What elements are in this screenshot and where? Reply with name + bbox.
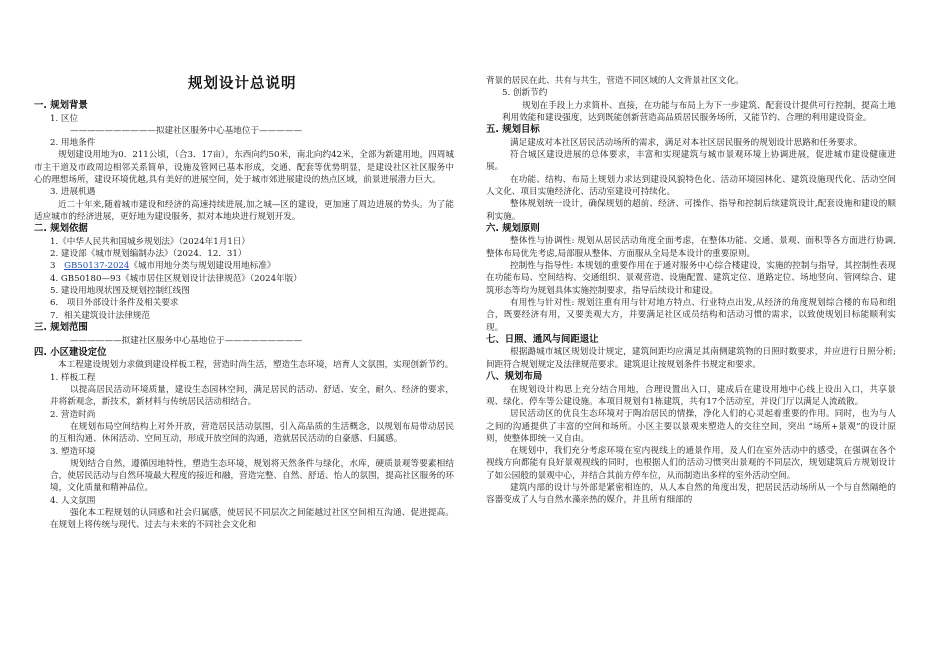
heading-layout: 八、规划布局 — [486, 371, 543, 383]
principles-para-2: 控制性与指导性: 本规划的重要作用在于通对服务中心综合楼建设，实施的控制与指导，其控制性表现在功能布局、空间结构、交通组织、景观营造、设施配置、建筑定位、道路定位、场地竖向、管网综合、建筑形态等均为规划具体实施控制要求，指导后续设计和建设。 — [486, 261, 896, 296]
item-opportunity: 3. 进展机遇 — [50, 187, 96, 198]
location-text: ——————————拟建社区服务中心基地位于————— — [70, 125, 303, 136]
item-location: 1. 区位 — [50, 113, 79, 124]
heading-background: 一. 规划背景 — [34, 100, 88, 111]
layout-para-2: 居民活动区的优良生态环境对于陶冶居民的情操，净化人们的心灵起着重要的作用。同时，也为与人之间的沟通提供了丰富的空间和场所。小区主要以景观来塑造人的交往空间，突出 “场所+景观”的设计原则，使整体即统一又自由。 — [486, 409, 896, 444]
goals-para-1: 满足建成对本社区居民活动场所的需求，满足对本社区居民服务的规划设计思路和任务要求。 — [510, 137, 863, 148]
item-land-conditions: 2. 用地条件 — [50, 138, 96, 149]
basis-item-3-number: 3 — [50, 261, 56, 272]
heading-goals: 五. 规划目标 — [486, 124, 540, 136]
innovation-text: 规划在手段上力求简朴、直接，在功能与布局上为下一步建筑、配套设计提供可行控制，提高土地利用效能和建设强度，达到既能创新营造高品质居民服务场所，又能节约、合理的利用建设资金。 — [502, 100, 896, 123]
goals-para-4: 整体规划统一设计，确保规划的超前、经济、可操作、指导和控制后续建筑设计,配套设施和建设的顺利实施。 — [486, 199, 896, 222]
item-model-project: 1. 样板工程 — [50, 372, 96, 383]
basis-item-4: 4. GB50180—93《城市居住区规划设计法律规范》（2024年版） — [50, 273, 302, 284]
opportunity-text: 近二十年来,随着城市建设和经济的高速持续进展,加之城—区的建设，更加速了周边进展的势头。为了能适应城市的经济进展，更好地为建设服务，拟对本地块进行规划开发。 — [34, 199, 454, 222]
heading-basis: 二. 规划依据 — [34, 223, 88, 235]
basis-item-2: 2. 建设部《城市规划编制办法》（2024．12．31） — [50, 249, 247, 260]
left-flow — [34, 100, 454, 532]
fashion-text: 在规划布局空间结构上对外开放，营造居民活动氛围，引入高品质的生活概念，以规划布局带动居民的互相沟通、休闲活动、空间互动，形成开放空间的沟通，造就居民活动的自豪感、归属感。 — [50, 421, 454, 445]
culture-text: 强化本工程规划的认同感和社会归属感，使居民不同层次之间能越过社区空间相互沟通、促进提高。在规划上将传统与现代、过去与未来的不同社会文化和 — [50, 507, 454, 531]
goals-para-2: 符合城区建设进展的总体要求，丰富和实现建筑与城市景观环境上协调进展，促进城市建设健康进展。 — [486, 150, 896, 173]
basis-item-3-title: 《城市用地分类与规划建设用地标准》 — [129, 261, 276, 272]
document-title: 规划设计总说明 — [188, 76, 297, 92]
layout-para-3: 在规划中，我们充分考虑环境在室内视线上的通景作用，及人们在室外活动中的感受，在强调在各个视线方向都能有良好景观视线的同时，也根据人们的活动习惯突出景观的不同层次，规划建筑后方规划设计了如公园般的景观中心，并结合其前方停车位，从而制造出多样的室外活动空间。 — [486, 446, 896, 481]
principles-para-3: 有用性与针对性: 规划注重有用与针对地方特点、行业特点出发,从经济的角度规划综合楼的布局和组合，既要经济有用，又要美观大方，并要满足社区成员结构和活动习惯的需求，以致使规划目标能顺利实现。 — [486, 297, 896, 333]
land-conditions-text: 规划建设用地为0．211公顷，（合3．17亩），东西向约50米，南北向约42米，全部为新建用地，四周城市主干道及市政周边相邻关系简单，设施及管网已基本形成，交通、配套等优势明显，是建设社区社区服务中心的理想场所，建设环境优越,具有美好的进展空间，处于城市郊进展建设的热点区域，前景进展潜力巨大。 — [34, 150, 454, 186]
heading-positioning: 四. 小区建设定位 — [34, 346, 107, 358]
item-innovation: 5. 创新节约 — [502, 88, 548, 99]
basis-item-6: 6． 项目外部设计条件及相关要求 — [50, 298, 179, 309]
environment-text: 规划结合自然，遵循因地特性，塑造生态环境，规划将天然条件与绿化，水库，硬质景观等要素相结合，使居民活动与自然环境最大程度的接近和融，营造完整、自然、舒适、怡人的氛围，提高社区服务的环境，文化质量和精神品位。 — [50, 458, 454, 494]
layout-para-4: 建筑内部的设计与外部是紧密相连的，从人本自然的角度出发，把居民活动场所从一个与自然隔绝的容器变成了人与自然水藻亲热的媒介，并且所有细部的 — [486, 482, 896, 506]
positioning-text: 本工程建设规划力求做到建设样板工程，营造时尚生活，塑造生态环境，培育人文氛围，实现创新节约。 — [58, 360, 454, 371]
item-culture: 4. 人文氛围 — [50, 495, 96, 506]
goals-para-3: 在功能、结构、布局上规划力求达到建设风貌特色化、活动环境园林化、建筑设施现代化、活动空间人文化、项目实施经济化、活动室建设可持续化。 — [486, 174, 896, 197]
basis-item-7: 7．相关建筑设计法律规范 — [50, 310, 150, 321]
basis-item-5: 5. 建设用地现状图及规划控制红线图 — [50, 286, 190, 297]
right-flow — [486, 75, 896, 507]
sunlight-text: 根据潞城市城区规划设计规定，建筑间距均应满足其南侧建筑物的日照时数要求，并应进行日照分析;间距符合规划规定及法律规范要求。建筑退让按规划条件书规定和要求。 — [486, 347, 896, 370]
item-environment: 3. 塑造环境 — [50, 446, 96, 457]
standard-link[interactable]: GB50137-2024 — [64, 261, 130, 272]
model-project-text: 以提高居民活动环境质量，建设生态园林空间，满足居民的活动、舒适、安全，耐久、经济的要求，并将新观念，新技术，新材料与传统居民活动相结合。 — [50, 385, 454, 408]
basis-item-1: 1.《中华人民共和国城乡规划法》（2024年1月1日） — [50, 236, 250, 247]
basis-item-3 — [34, 260, 454, 272]
item-fashion: 2. 营造时尚 — [50, 409, 96, 420]
principles-para-1: 整体性与协调性: 规划从居民活动角度全面考虑，在整体功能、交通、景观、面积等各方面进行协调,整体布局优先考虑,局部服从整体、方面服从全局是本设计的重要原则。 — [486, 236, 896, 259]
heading-scope: 三. 规划范围 — [34, 321, 88, 333]
heading-principles: 六. 规划原则 — [486, 222, 540, 234]
scope-text: ——————拟建社区服务中心基地位于————————— — [70, 335, 303, 346]
culture-text-cont: 背景的居民在此、共有与共生，营造不同区域的人文背景社区文化。 — [486, 76, 744, 86]
layout-para-1: 在规划设计构思上充分结合用地，合理设置出入口，建成后在建设用地中心线上设出入口，共享景观、绿化、停车等公建设施。本项目规划有1栋建筑，共有17个活动室，并设门厅以满足人流疏散。 — [486, 384, 896, 407]
heading-sunlight: 七、日照、通风与间距退让 — [486, 333, 599, 345]
